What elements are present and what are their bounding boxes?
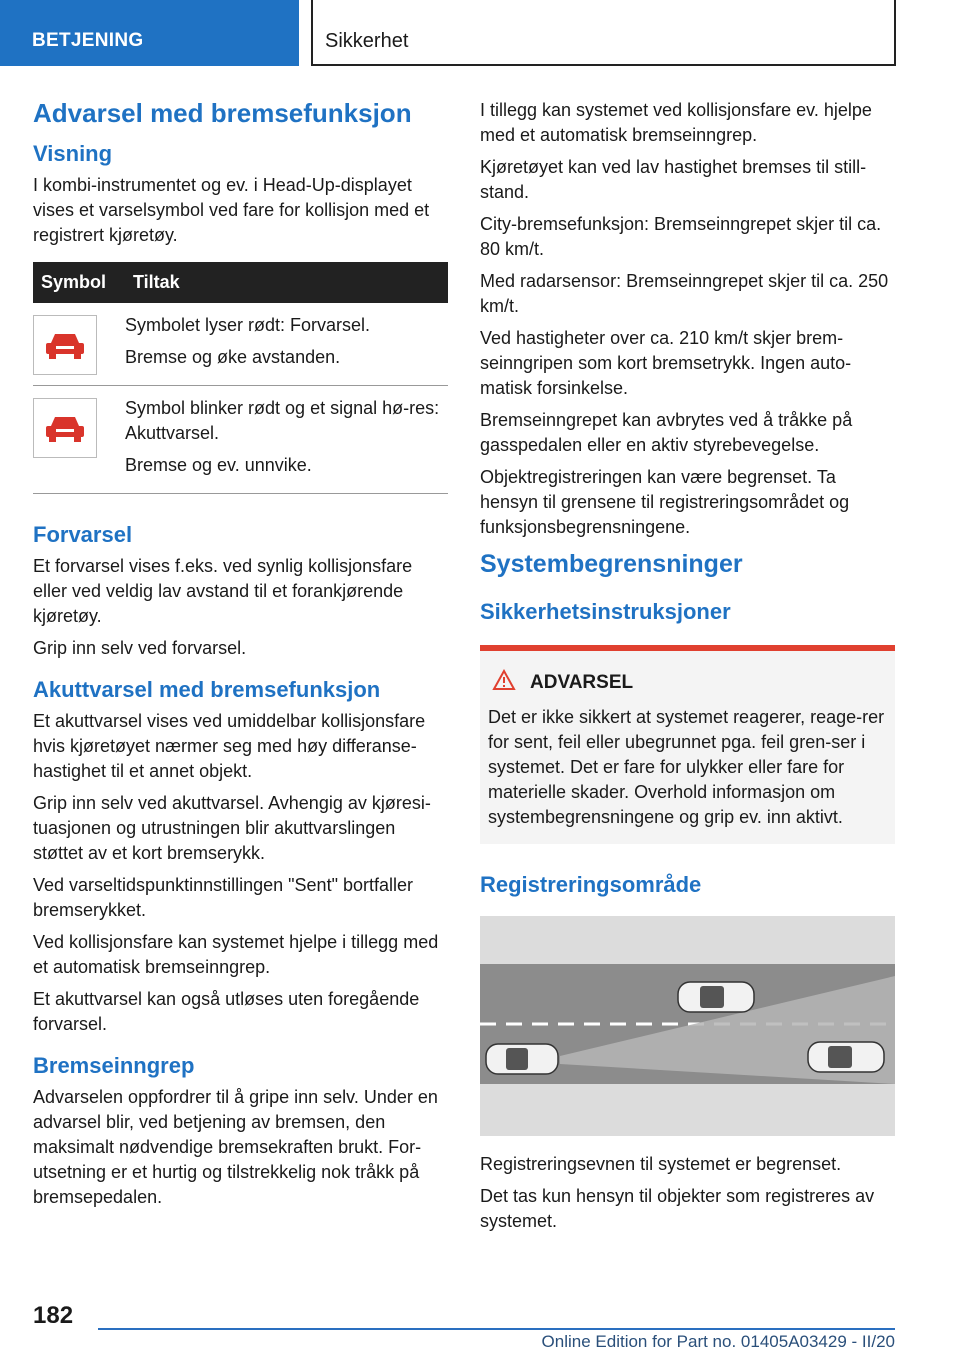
right-text-3: City-bremsefunksjon: Bremseinngrepet skjer til ca. 80 km/t. [480, 214, 882, 259]
red-car-warning-icon [33, 398, 97, 458]
edition-footer: Online Edition for Part no. 01405A03429 - II/20 [541, 1332, 895, 1351]
visning-text: I kombi-instrumentet og ev. i Head-Up-displayet vises et varselsymbol ved fare for kollisjon med et registrert kjøretøy. [33, 175, 430, 245]
table-row [33, 303, 448, 386]
registrering-text-1: Registreringsevnen til systemet er begrenset. [480, 1154, 842, 1174]
right-text-4: Med radarsensor: Bremseinngrepet skjer til ca. 250 km/t. [480, 271, 889, 316]
brems-heading: Bremseinngrep [33, 1053, 195, 1078]
akutt-text-2: Grip inn selv ved akuttvarsel. Avhengig av kjøresi-tuasjonen og utrustningen blir akuttvarslingen støttet av et kort bremserykk. [33, 793, 431, 863]
row1-line1: Symbolet lyser rødt: Forvarsel. [125, 315, 371, 335]
col-tiltak: Tiltak [125, 262, 448, 303]
sikkerhet-heading: Sikkerhetsinstruksjoner [480, 599, 731, 624]
warning-text: Det er ikke sikkert at systemet reagerer, reage-rer for sent, feil eller ubegrunnet pga. feil gren-ser i systemet. Det er fare for ulykker eller fare for materielle skader. Overhold informasjon om systembegrensningene og grip ev. inn aktivt. [488, 707, 885, 827]
car-top-icon [808, 1042, 884, 1072]
forvarsel-heading: Forvarsel [33, 522, 133, 547]
right-column [480, 98, 895, 1241]
right-text-7: Objektregistreringen kan være begrenset. Ta hensyn til grensene til registreringsområdet og funksjonsbegrensningene. [480, 467, 850, 537]
right-text-2: Kjøretøyet kan ved lav hastighet bremses til still-stand. [480, 157, 867, 202]
table-header-row [33, 262, 448, 303]
left-column [33, 98, 448, 1217]
page-header [0, 0, 960, 66]
warning-label: ADVARSEL [530, 672, 634, 693]
footer-divider [98, 1328, 895, 1330]
car-top-icon [678, 982, 754, 1012]
akutt-text-4: Ved kollisjonsfare kan systemet hjelpe i tillegg med et automatisk bremseinngrep. [33, 932, 439, 977]
right-text-5: Ved hastigheter over ca. 210 km/t skjer brem-seinngripen som kort bremsetrykk. Ingen auto-matisk forsinkelse. [480, 328, 852, 398]
right-text-1: I tillegg kan systemet ved kollisjonsfare ev. hjelpe med et automatisk bremseinngrep. [480, 100, 872, 145]
row2-line2: Bremse og ev. unnvike. [125, 455, 312, 475]
forvarsel-text-2: Grip inn selv ved forvarsel. [33, 638, 247, 658]
brems-text: Advarselen oppfordrer til å gripe inn selv. Under en advarsel blir, ved betjening av bremsen, den maksimalt nødvendige bremsekraften brukt. For-utsetning er et hurtig og tilstrekkelig nok tråkk på bremsepedalen. [33, 1087, 438, 1207]
symbol-table [33, 262, 448, 494]
red-car-warning-icon [33, 315, 97, 375]
page-title: Advarsel med bremsefunksjon [33, 98, 412, 128]
row2-line1: Symbol blinker rødt og et signal hø-res: Akuttvarsel. [125, 398, 440, 443]
detection-range-illustration [480, 916, 895, 1136]
car-top-icon [486, 1044, 558, 1074]
right-text-6: Bremseinngrepet kan avbrytes ved å tråkke på gasspedalen eller en aktiv styrebevegelse. [480, 410, 853, 455]
section-tab: BETJENING [0, 0, 299, 66]
col-symbol: Symbol [33, 262, 125, 303]
table-row [33, 386, 448, 494]
forvarsel-text-1: Et forvarsel vises f.eks. ved synlig kollisjonsfare eller ved veldig lav avstand til et forankjørende kjøretøy. [33, 556, 413, 626]
systembegrensninger-heading: Systembegrensninger [480, 550, 743, 578]
registrering-text-2: Det tas kun hensyn til objekter som registreres av systemet. [480, 1186, 875, 1231]
visning-heading: Visning [33, 141, 113, 166]
akutt-text-5: Et akuttvarsel kan også utløses uten foregående forvarsel. [33, 989, 420, 1034]
akutt-text-3: Ved varseltidspunktinnstillingen "Sent" bortfaller bremserykket. [33, 875, 413, 920]
topic-tab: Sikkerhet [311, 0, 896, 66]
registrering-heading: Registreringsområde [480, 872, 702, 897]
page-number: 182 [33, 1302, 74, 1329]
warning-triangle-icon [492, 669, 516, 697]
akutt-heading: Akuttvarsel med bremsefunksjon [33, 677, 381, 702]
akutt-text-1: Et akuttvarsel vises ved umiddelbar kollisjonsfare hvis kjøretøyet nærmer seg med høy differanse-hastighet til et annet objekt. [33, 711, 426, 781]
warning-box [480, 645, 895, 844]
row1-line2: Bremse og øke avstanden. [125, 347, 341, 367]
